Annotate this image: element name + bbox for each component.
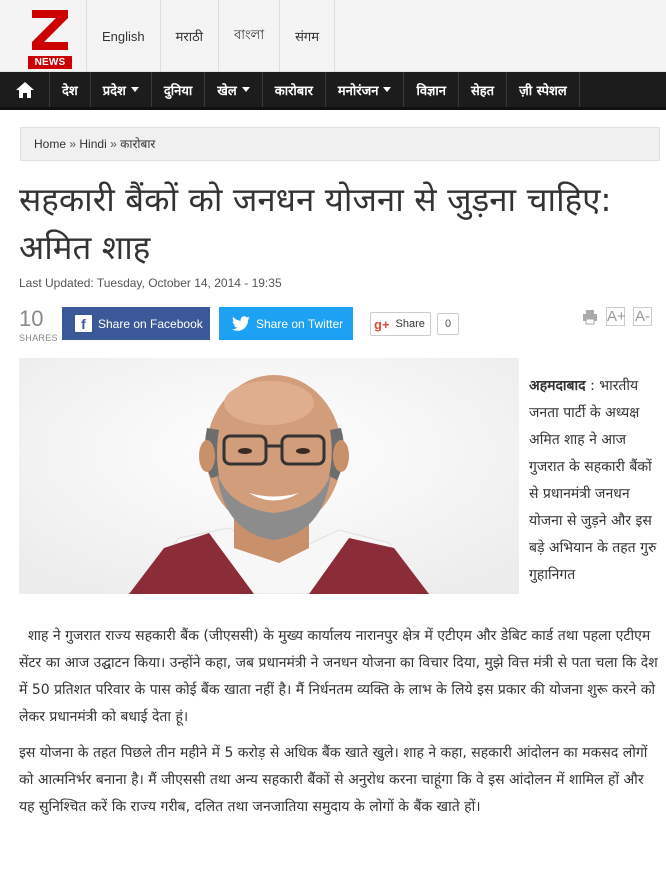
- article-paragraph-1: शाह ने गुजरात राज्य सहकारी बैंक (जीएससी) के मुख्य कार्यालय नारानपुर क्षेत्र में एटीएम और डेबिट कार्ड तथा पहला एटीएम सेंटर का आज उद्घाटन किया। उन्होंने कहा, जब प्रधानमंत्री ने जनधन योजना का विचार दिया, मुझे वित्त मंत्री से पता चला कि देश में 50 प्रतिशत परिवार के पास कोई बैंक खाता नहीं है। मैं निर्धनतम व्यक्ति के लाभ के लिये इस प्रकार की योजना शुरू करने को लेकर प्रधानमंत्री को बधाई देता हूं।: [19, 628, 663, 725]
- print-icon[interactable]: [582, 309, 598, 325]
- breadcrumb-home[interactable]: Home: [34, 137, 67, 151]
- article-tools: [582, 307, 652, 326]
- nav-label: कारोबार: [274, 83, 313, 99]
- gplus-count: 0: [437, 313, 459, 335]
- home-icon[interactable]: [0, 72, 50, 109]
- breadcrumb-separator: »: [110, 137, 117, 151]
- share-count-number: 10: [19, 306, 44, 331]
- zee-news-logo[interactable]: [28, 8, 72, 70]
- facebook-label: Share on Facebook: [98, 316, 203, 331]
- nav-item-karobar[interactable]: [263, 72, 326, 109]
- share-twitter-button[interactable]: [219, 307, 353, 340]
- nav-label: मनोरंजन: [337, 83, 379, 99]
- nav-label: खेल: [217, 83, 237, 99]
- google-plus-icon: g+: [374, 316, 390, 332]
- caret-down-icon: [131, 87, 139, 92]
- share-count: [19, 307, 59, 343]
- nav-item-khel[interactable]: [205, 72, 262, 109]
- dateline: अहमदाबाद: [529, 378, 586, 394]
- site-header: [0, 0, 666, 72]
- lang-sangam[interactable]: संगम: [279, 0, 335, 72]
- breadcrumb-separator: »: [69, 137, 77, 151]
- intro-text: : भारतीय जनता पार्टी के अध्यक्ष अमित शाह ने आज गुजरात के सहकारी बैंकों से प्रधानमंत्री जनधन योजना से जुड़ने और इस बड़े अभियान के तहत गुरु गुहानिगत: [529, 378, 657, 583]
- logo-news-text: NEWS: [28, 56, 72, 69]
- twitter-bird-icon: [231, 316, 251, 332]
- nav-label: दुनिया: [163, 83, 193, 99]
- caret-down-icon: [242, 87, 250, 92]
- nav-item-vigyan[interactable]: [404, 72, 459, 109]
- article-intro: [529, 373, 665, 593]
- nav-item-manoranjan[interactable]: [326, 72, 405, 109]
- nav-item-zee-special[interactable]: [507, 72, 580, 109]
- nav-label: विज्ञान: [416, 83, 446, 99]
- nav-item-desh[interactable]: [50, 72, 91, 109]
- nav-label: प्रदेश: [102, 83, 126, 99]
- nav-item-duniya[interactable]: [152, 72, 205, 109]
- portrait-image: [19, 358, 519, 594]
- nav-label: ज़ी स्पेशल: [519, 83, 567, 99]
- language-switcher: [86, 0, 335, 72]
- lang-english[interactable]: English: [86, 0, 160, 72]
- share-gplus-button[interactable]: [370, 312, 431, 336]
- facebook-icon: f: [75, 315, 92, 332]
- zee-logo-icon: [28, 8, 72, 52]
- share-count-label: SHARES: [19, 333, 58, 343]
- lang-bangla[interactable]: বাংলা: [218, 0, 279, 72]
- lang-marathi[interactable]: मराठी: [160, 0, 218, 72]
- nav-item-pradesh[interactable]: [91, 72, 152, 109]
- nav-label: सेहत: [470, 83, 495, 99]
- main-nav: [0, 72, 666, 110]
- article-title: सहकारी बैंकों को जनधन योजना से जुड़ना चाहिए: अमित शाह: [19, 180, 612, 267]
- caret-down-icon: [383, 87, 391, 92]
- last-updated: Last Updated: Tuesday, October 14, 2014 - 19:35: [19, 276, 282, 290]
- font-decrease-button[interactable]: A-: [635, 308, 650, 325]
- twitter-label: Share on Twitter: [256, 316, 344, 331]
- share-facebook-button[interactable]: [62, 307, 210, 340]
- breadcrumb-current: कारोबार: [120, 137, 156, 151]
- nav-item-sehat[interactable]: [459, 72, 507, 109]
- article-paragraph-2: इस योजना के तहत पिछले तीन महीने में 5 करोड़ से अधिक बैंक खाते खुले। शाह ने कहा, सहकारी आंदोलन का मकसद लोगों को आत्मनिर्भर बनाना है। मैं जीएससी तथा अन्य सहकारी बैंकों से अनुरोध करना चाहूंगा कि वे इस आंदोलन में शामिल हों और यह सुनिश्चित करें कि राज्य गरीब, दलित तथा जनजातिया समुदाय के लोगों के बैंक खाते हों।: [19, 745, 648, 815]
- article-photo: [19, 358, 519, 594]
- nav-label: देश: [62, 83, 78, 99]
- breadcrumb: [20, 127, 660, 161]
- breadcrumb-hindi[interactable]: Hindi: [79, 137, 107, 151]
- gplus-label: Share: [395, 318, 425, 330]
- font-increase-button[interactable]: A+: [607, 308, 626, 325]
